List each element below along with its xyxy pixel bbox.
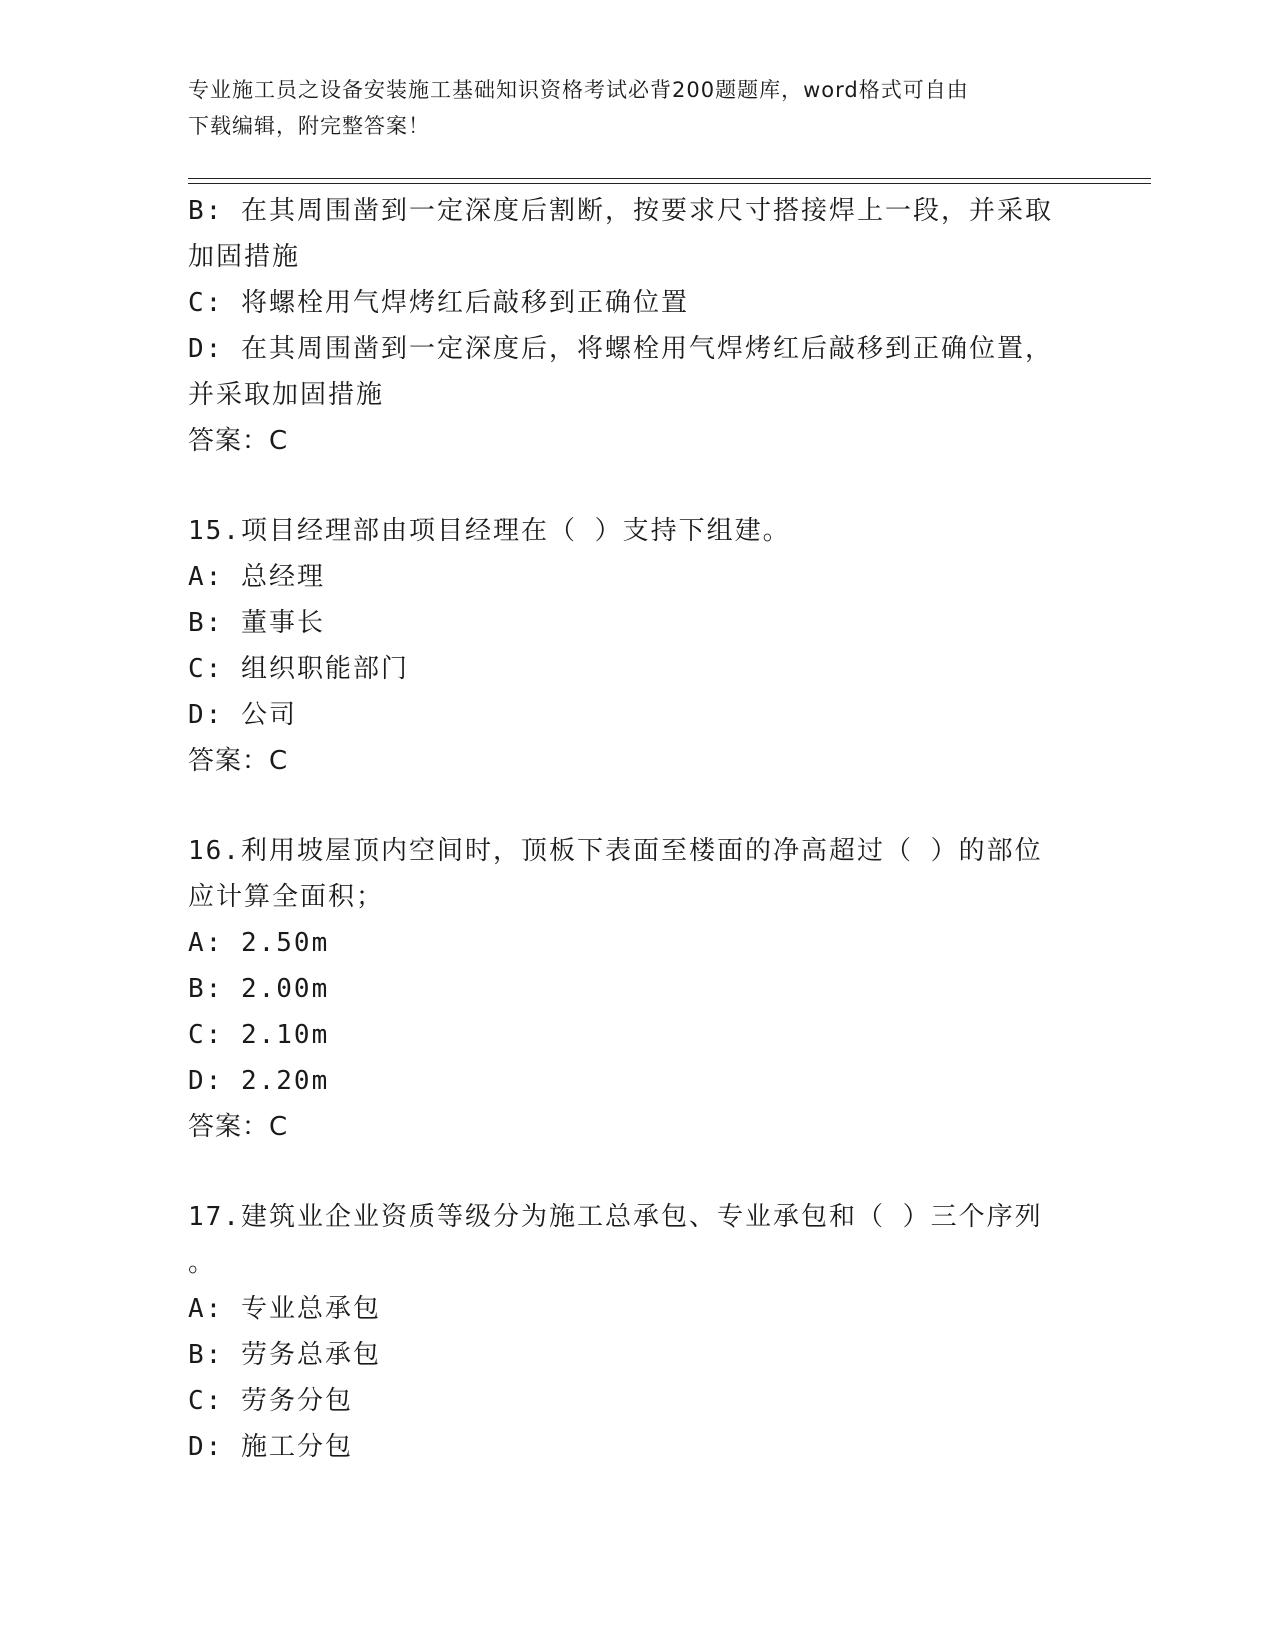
answer: 答案：C: [188, 746, 289, 776]
document-body: [188, 188, 1088, 1470]
option-b: B: 劳务总承包: [188, 1340, 381, 1370]
spacer: [188, 1150, 1088, 1194]
question-14-block: [188, 188, 1088, 464]
header-divider-top: [188, 178, 1151, 179]
question-text-continued: 应计算全面积；: [188, 882, 385, 912]
option-b: B: 在其周围凿到一定深度后割断，按要求尺寸搭接焊上一段，并采取: [188, 196, 1053, 226]
option-a: A: 专业总承包: [188, 1294, 381, 1324]
question-17-block: [188, 1194, 1088, 1470]
question-text-continued: 。: [188, 1248, 217, 1278]
header-divider-bottom: [188, 183, 1151, 184]
option-b: B: 董事长: [188, 608, 325, 638]
question-text: 17.建筑业企业资质等级分为施工总承包、专业承包和（ ）三个序列: [188, 1202, 1043, 1232]
option-b-continued: 加固措施: [188, 242, 301, 272]
option-c: C: 劳务分包: [188, 1386, 353, 1416]
answer: 答案：C: [188, 1112, 289, 1142]
question-16-block: [188, 828, 1088, 1150]
question-15-block: [188, 508, 1088, 784]
question-text: 16.利用坡屋顶内空间时，顶板下表面至楼面的净高超过（ ）的部位: [188, 836, 1043, 866]
document-header: [188, 72, 1068, 144]
option-c: C: 组织职能部门: [188, 654, 409, 684]
option-d: D: 施工分包: [188, 1432, 353, 1462]
option-d: D: 2.20m: [188, 1066, 330, 1096]
option-d: D: 在其周围凿到一定深度后，将螺栓用气焊烤红后敲移到正确位置，: [188, 334, 1053, 364]
header-line-1: 专业施工员之设备安装施工基础知识资格考试必背200题题库，word格式可自由: [188, 78, 969, 102]
option-b: B: 2.00m: [188, 974, 330, 1004]
option-d: D: 公司: [188, 700, 297, 730]
header-line-2: 下载编辑，附完整答案！: [188, 114, 430, 138]
option-a: A: 总经理: [188, 562, 325, 592]
spacer: [188, 464, 1088, 508]
spacer: [188, 784, 1088, 828]
option-a: A: 2.50m: [188, 928, 330, 958]
option-c: C: 2.10m: [188, 1020, 330, 1050]
option-c: C: 将螺栓用气焊烤红后敲移到正确位置: [188, 288, 689, 318]
question-text: 15.项目经理部由项目经理在（ ）支持下组建。: [188, 516, 791, 546]
answer: 答案：C: [188, 426, 289, 456]
option-d-continued: 并采取加固措施: [188, 380, 385, 410]
